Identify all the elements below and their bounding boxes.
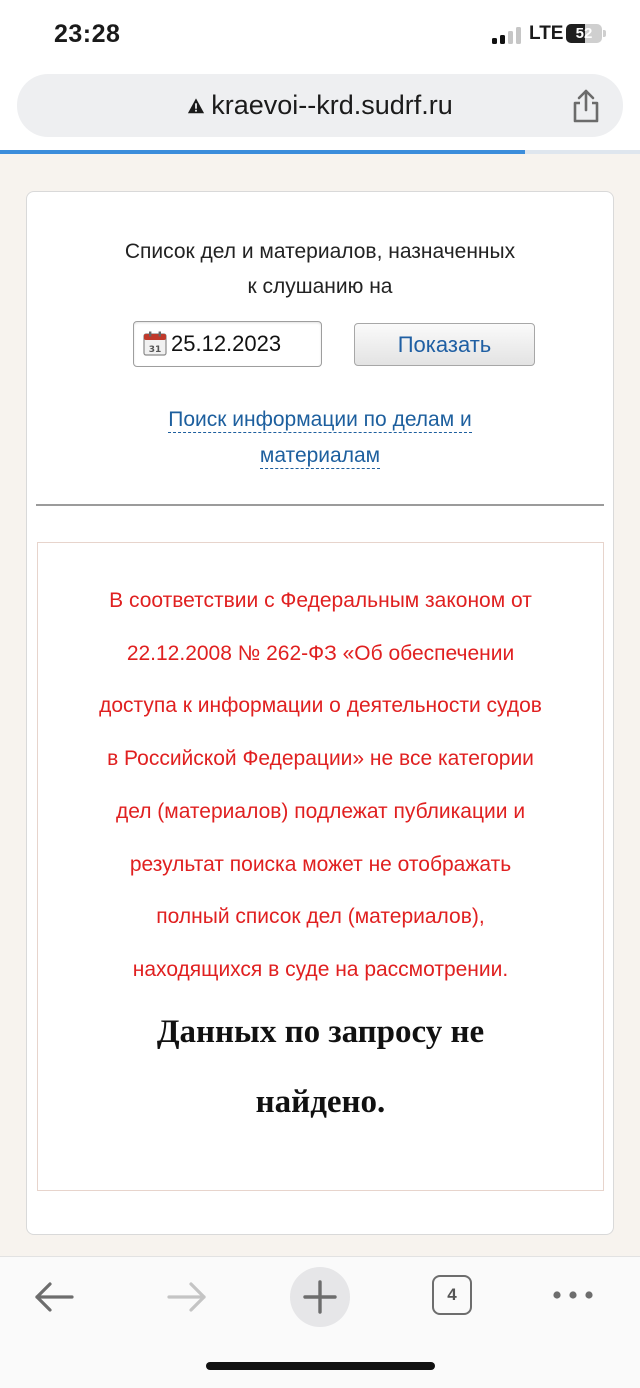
date-value: 25.12.2023 — [171, 331, 282, 356]
share-icon[interactable] — [569, 88, 603, 124]
notice-line: дел (материалов) подлежат публикации и — [115, 799, 526, 823]
home-indicator — [206, 1362, 435, 1370]
no-data-line-2: найдено. — [255, 1084, 386, 1120]
plus-icon — [290, 1267, 350, 1327]
search-info-link[interactable] — [27, 402, 613, 474]
schedule-panel — [26, 191, 614, 1235]
notice-line: 22.12.2008 № 262-ФЗ «Об обеспечении — [126, 641, 515, 665]
browser-toolbar — [0, 1256, 640, 1388]
more-icon[interactable] — [552, 1287, 594, 1303]
notice-line: результат поиска может не отображать — [129, 852, 512, 876]
legal-notice — [56, 575, 585, 997]
notice-box — [37, 542, 604, 1191]
schedule-heading — [27, 234, 613, 304]
search-link-line-1[interactable]: Поиск информации по делам и — [168, 408, 472, 431]
no-data-message — [38, 997, 603, 1137]
notice-line: полный список дел (материалов), — [156, 905, 485, 929]
no-data-line-1: Данных по запросу не — [156, 1014, 485, 1050]
tabs-button[interactable] — [432, 1275, 472, 1315]
tab-count: 4 — [432, 1275, 472, 1315]
status-time: 23:28 — [54, 20, 121, 48]
divider — [36, 504, 604, 506]
url-text: kraevoi--krd.sudrf.ru — [211, 90, 453, 120]
network-type: LTE — [529, 23, 564, 44]
status-bar — [0, 0, 640, 70]
battery-icon — [566, 24, 602, 43]
web-page — [0, 154, 640, 1256]
warning-icon — [187, 97, 205, 115]
show-button[interactable]: Показать — [354, 323, 535, 366]
heading-line-1: Список дел и материалов, назначенных — [124, 240, 516, 263]
heading-line-2: к слушанию на — [247, 275, 393, 298]
notice-line: в Российской Федерации» не все категории — [107, 747, 534, 771]
svg-text:31: 31 — [148, 345, 162, 355]
forward-arrow-icon[interactable] — [165, 1279, 209, 1315]
new-tab-button[interactable] — [290, 1267, 350, 1327]
notice-line: доступа к информации о деятельности судов — [99, 694, 542, 718]
battery-percent: 52 — [575, 25, 593, 42]
search-link-line-2[interactable]: материалам — [259, 444, 381, 467]
back-arrow-icon[interactable] — [32, 1279, 76, 1315]
signal-icon — [492, 26, 522, 44]
address-bar[interactable] — [17, 74, 623, 137]
calendar-icon[interactable] — [143, 331, 167, 356]
date-field[interactable] — [133, 321, 322, 367]
battery-tip — [603, 30, 606, 37]
notice-line: находящихся в суде на рассмотрении. — [132, 957, 509, 981]
notice-line: В соответствии с Федеральным законом от — [109, 589, 532, 612]
